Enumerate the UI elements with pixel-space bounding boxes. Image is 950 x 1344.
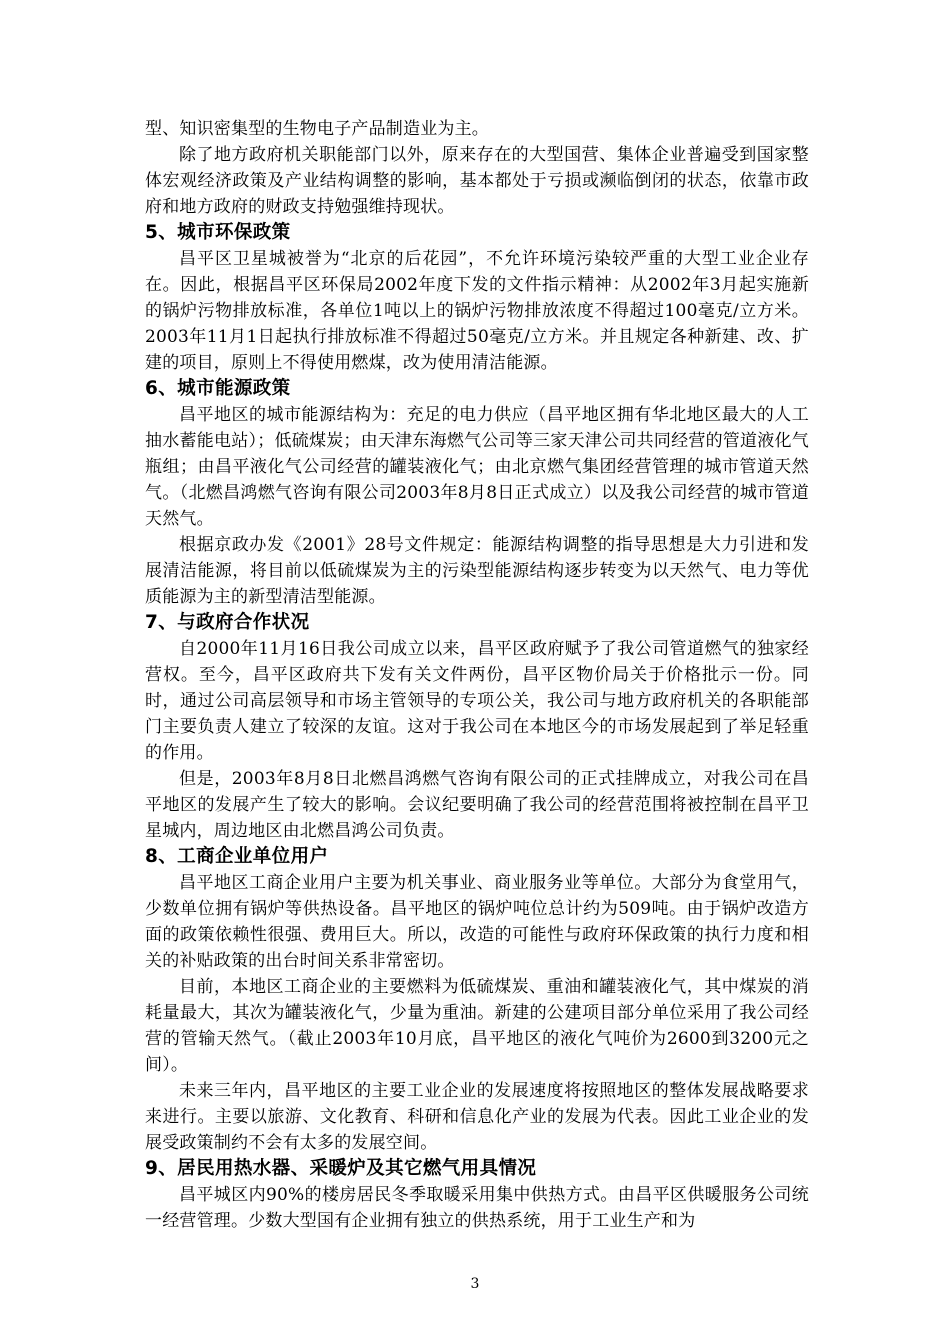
paragraph-energy-adjustment: 根据京政办发《2001》28号文件规定：能源结构调整的指导思想是大力引进和发展清洁能源，将目前以低硫煤炭为主的污染型能源结构逐步转变为以天然气、电力等优质能源为主的新型清洁型能源。 xyxy=(145,535,809,607)
paragraph-state-enterprises: 除了地方政府机关职能部门以外，原来存在的大型国营、集体企业普遍受到国家整体宏观经济政策及产业结构调整的影响，基本都处于亏损或濒临倒闭的状态，依靠市政府和地方政府的财政支持勉强维持现状。 xyxy=(145,145,809,217)
paragraph-commercial-users: 昌平地区工商企业用户主要为机关事业、商业服务业等单位。大部分为食堂用气，少数单位拥有锅炉等供热设备。昌平地区的锅炉吨位总计约为509吨。由于锅炉改造方面的政策依赖性很强、费用巨大。所以，改造的可能性与政府环保政策的执行力度和相关的补贴政策的出台时间关系非常密切。 xyxy=(145,873,809,971)
document-body xyxy=(145,116,809,1234)
heading-residential-appliances: 9、居民用热水器、采暖炉及其它燃气用具情况 xyxy=(145,1158,537,1179)
heading-commercial-users: 8、工商企业单位用户 xyxy=(145,846,329,867)
paragraph-current-fuels: 目前，本地区工商企业的主要燃料为低硫煤炭、重油和罐装液化气，其中煤炭的消耗量最大，其次为罐装液化气，少量为重油。新建的公建项目部分单位采用了我公司经营的管输天然气。（截止2003年10月底，昌平地区的液化气吨价为2600到3200元之间）。 xyxy=(145,977,809,1075)
paragraph-continuation: 型、知识密集型的生物电子产品制造业为主。 xyxy=(145,119,489,139)
page-number: 3 xyxy=(470,1276,480,1292)
heading-energy-policy: 6、城市能源政策 xyxy=(145,378,291,399)
paragraph-energy-structure: 昌平地区的城市能源结构为：充足的电力供应（昌平地区拥有华北地区最大的人工抽水蓄能电站）；低硫煤炭；由天津东海燃气公司等三家天津公司共同经营的管道液化气瓶组；由昌平液化气公司经营的罐装液化气；由北京燃气集团经营管理的城市管道天然气。（北燃昌鸿燃气咨询有限公司2003年8月8日正式成立）以及我公司经营的城市管道天然气。 xyxy=(145,405,809,529)
paragraph-residential-heating: 昌平城区内90%的楼房居民冬季取暖采用集中供热方式。由昌平区供暖服务公司统一经营管理。少数大型国有企业拥有独立的供热系统，用于工业生产和为 xyxy=(145,1185,809,1231)
paragraph-future-outlook: 未来三年内，昌平地区的主要工业企业的发展速度将按照地区的整体发展战略要求来进行。主要以旅游、文化教育、科研和信息化产业的发展为代表。因此工业企业的发展受政策制约不会有太多的发展空间。 xyxy=(145,1081,809,1153)
paragraph-government-relations: 自2000年11月16日我公司成立以来，昌平区政府赋予了我公司管道燃气的独家经营权。至今，昌平区政府共下发有关文件两份，昌平区物价局关于价格批示一份。同时，通过公司高层领导和市场主管领导的专项公关，我公司与地方政府机关的各职能部门主要负责人建立了较深的友谊。这对于我公司在本地区今的市场发展起到了举足轻重的作用。 xyxy=(145,639,809,763)
heading-government-cooperation: 7、与政府合作状况 xyxy=(145,612,310,633)
paragraph-competitor-impact: 但是，2003年8月8日北燃昌鸿燃气咨询有限公司的正式挂牌成立，对我公司在昌平地区的发展产生了较大的影响。会议纪要明确了我公司的经营范围将被控制在昌平卫星城内，周边地区由北燃昌鸿公司负责。 xyxy=(145,769,809,841)
paragraph-environmental-policy: 昌平区卫星城被誉为“北京的后花园”，不允许环境污染较严重的大型工业企业存在。因此，根据昌平区环保局2002年度下发的文件指示精神：从2002年3月起实施新的锅炉污物排放标准，各单位1吨以上的锅炉污物排放浓度不得超过100毫克/立方米。2003年11月1日起执行排放标准不得超过50毫克/立方米。并且规定各种新建、改、扩建的项目，原则上不得使用燃煤，改为使用清洁能源。 xyxy=(145,249,809,373)
heading-environmental-policy: 5、城市环保政策 xyxy=(145,222,291,243)
